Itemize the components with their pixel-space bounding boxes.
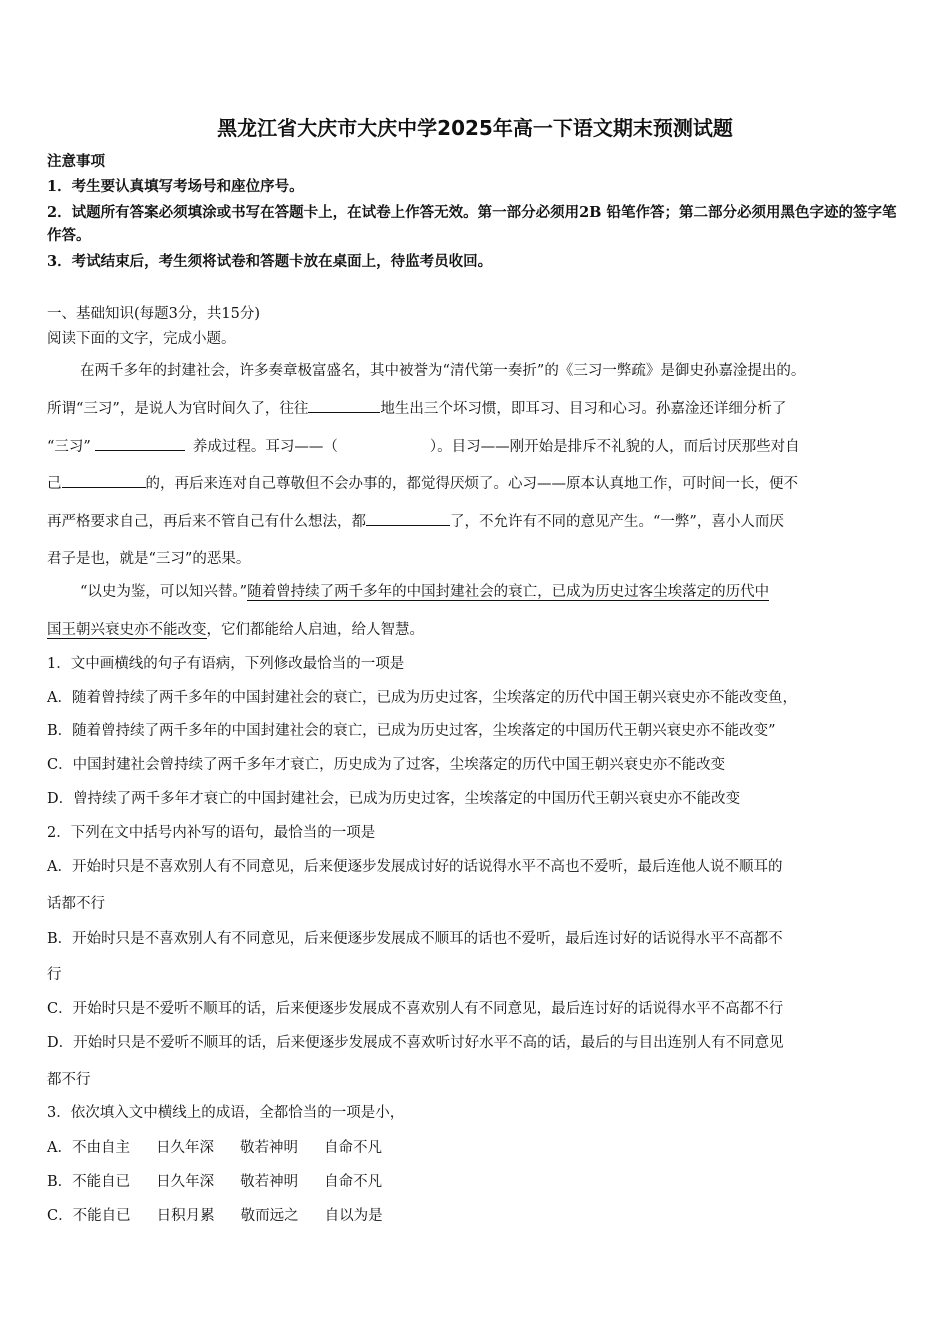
notice-heading: 注意事项 [47, 153, 105, 170]
passage-line: 在两千多年的封建社会，许多奏章极富盛名，其中被誉为“清代第一奏折”的《三习一弊疏》是御史孙嘉淦提出的。 [80, 363, 806, 379]
notice-item-3: 3．考试结束后，考生须将试卷和答题卡放在桌面上，待监考员收回。 [47, 253, 493, 270]
idiom: 不能自已 [72, 1174, 131, 1190]
passage-text: 了，不允许有不同的意见产生。“一弊”，喜小人而厌 [450, 514, 784, 530]
page-title: 黑龙江省大庆市大庆中学2025年高一下语文期末预测试题 [217, 116, 733, 140]
q2-option-c: C．开始时只是不爱听不顺耳的话，后来便逐步发展成不喜欢别人有不同意见，最后连讨好的话说得水平不高都不行 [47, 1001, 784, 1017]
idiom: 日积月累 [156, 1208, 215, 1224]
passage-line [80, 580, 769, 601]
section-instruction: 阅读下面的文字，完成小题。 [47, 331, 236, 347]
fill-blank-3 [62, 473, 146, 488]
idiom: 日久年深 [156, 1174, 215, 1190]
idiom: 敬若神明 [240, 1174, 299, 1190]
fill-blank-4 [366, 511, 450, 526]
underlined-sentence: 国王朝兴衰史亦不能改变 [47, 622, 207, 638]
q2-option-b: B．开始时只是不喜欢别人有不同意见，后来便逐步发展成不顺耳的话也不爱听，最后连讨好的话说得水平不高都不 [47, 931, 783, 947]
idiom: 敬而远之 [240, 1208, 299, 1224]
q2-option-a: A．开始时只是不喜欢别人有不同意见，后来便逐步发展成讨好的话说得水平不高也不爱听，最后连他人说不顺耳的 [47, 859, 783, 875]
passage-line [47, 510, 784, 531]
q3-stem: 3．依次填入文中横线上的成语，全都恰当的一项是小， [47, 1105, 405, 1121]
passage-text: “三习” [47, 439, 91, 455]
passage-text: 己 [47, 476, 62, 492]
q2-option-d-cont: 都不行 [47, 1072, 91, 1088]
passage-text: 所谓“三习”，是说人为官时间久了，往往 [47, 401, 309, 417]
passage-line [47, 472, 798, 493]
passage-text: “以史为鉴，可以知兴替。” [80, 584, 248, 600]
q2-stem: 2．下列在文中括号内补写的语句，最恰当的一项是 [47, 825, 376, 841]
option-label: A． [47, 1140, 72, 1156]
passage-text: 的，再后来连对自己尊敬但不会办事的，都觉得厌烦了。心习——原本认真地工作，可时间一长，便不 [145, 476, 798, 492]
passage-line [47, 435, 800, 456]
passage-line [47, 397, 786, 418]
q1-option-d: D．曾持续了两千多年才衰亡的中国封建社会，已成为历史过客，尘埃落定的中国历代王朝兴衰史亦不能改变 [47, 791, 741, 807]
idiom: 敬若神明 [239, 1140, 298, 1156]
underlined-sentence: 随着曾持续了两千多年的中国封建社会的衰亡，已成为历史过客尘埃落定的历代中 [247, 584, 770, 600]
passage-text: 养成过程。耳习——（ [192, 439, 338, 455]
q2-option-b-cont: 行 [47, 967, 62, 983]
idiom: 自命不凡 [323, 1140, 382, 1156]
passage-line: 君子是也，就是“三习”的恶果。 [47, 551, 251, 567]
notice-item-2: 2．试题所有答案必须填涂或书写在答题卡上，在试卷上作答无效。第一部分必须用2B 铅笔作答；第二部分必须用黑色字迹的签字笔作答。 [47, 204, 897, 244]
option-label: B． [47, 1174, 73, 1190]
idiom: 不由自主 [71, 1140, 130, 1156]
passage-line [47, 618, 424, 639]
idiom: 自命不凡 [324, 1174, 383, 1190]
idiom: 不能自已 [72, 1208, 131, 1224]
fill-blank-2 [95, 436, 185, 451]
q3-option-c [47, 1204, 383, 1225]
section-heading: 一、基础知识(每题3分，共15分) [47, 306, 260, 322]
q2-option-d: D．开始时只是不爱听不顺耳的话，后来便逐步发展成不喜欢听讨好水平不高的话，最后的与目出连别人有不同意见 [47, 1035, 784, 1051]
q1-option-c: C．中国封建社会曾持续了两千多年才衰亡，历史成为了过客，尘埃落定的历代中国王朝兴衰史亦不能改变 [47, 757, 726, 773]
q1-stem: 1．文中画横线的句子有语病，下列修改最恰当的一项是 [47, 656, 405, 672]
q3-option-a [47, 1136, 382, 1157]
option-label: C． [47, 1208, 73, 1224]
fill-blank-1 [308, 398, 380, 413]
q3-option-b [47, 1170, 382, 1191]
notice-item-1: 1．考生要认真填写考场号和座位序号。 [47, 178, 304, 195]
q2-option-a-cont: 话都不行 [47, 896, 105, 912]
idiom: 日久年深 [155, 1140, 214, 1156]
q1-option-a: A．随着曾持续了两千多年的中国封建社会的衰亡，已成为历史过客，尘埃落定的历代中国王朝兴衰史亦不能改变鱼， [47, 690, 797, 706]
passage-text: ）。目习——刚开始是排斥不礼貌的人，而后讨厌那些对自 [429, 439, 800, 455]
idiom: 自以为是 [324, 1208, 383, 1224]
passage-text: 地生出三个坏习惯，即耳习、目习和心习。孙嘉淦还详细分析了 [380, 401, 787, 417]
passage-text: 再严格要求自己，再后来不管自己有什么想法，都 [47, 514, 366, 530]
q1-option-b: B．随着曾持续了两千多年的中国封建社会的衰亡，已成为历史过客，尘埃落定的中国历代王朝兴衰史亦不能改变” [47, 723, 776, 739]
passage-text: ，它们都能给人启迪，给人智慧。 [206, 622, 424, 638]
